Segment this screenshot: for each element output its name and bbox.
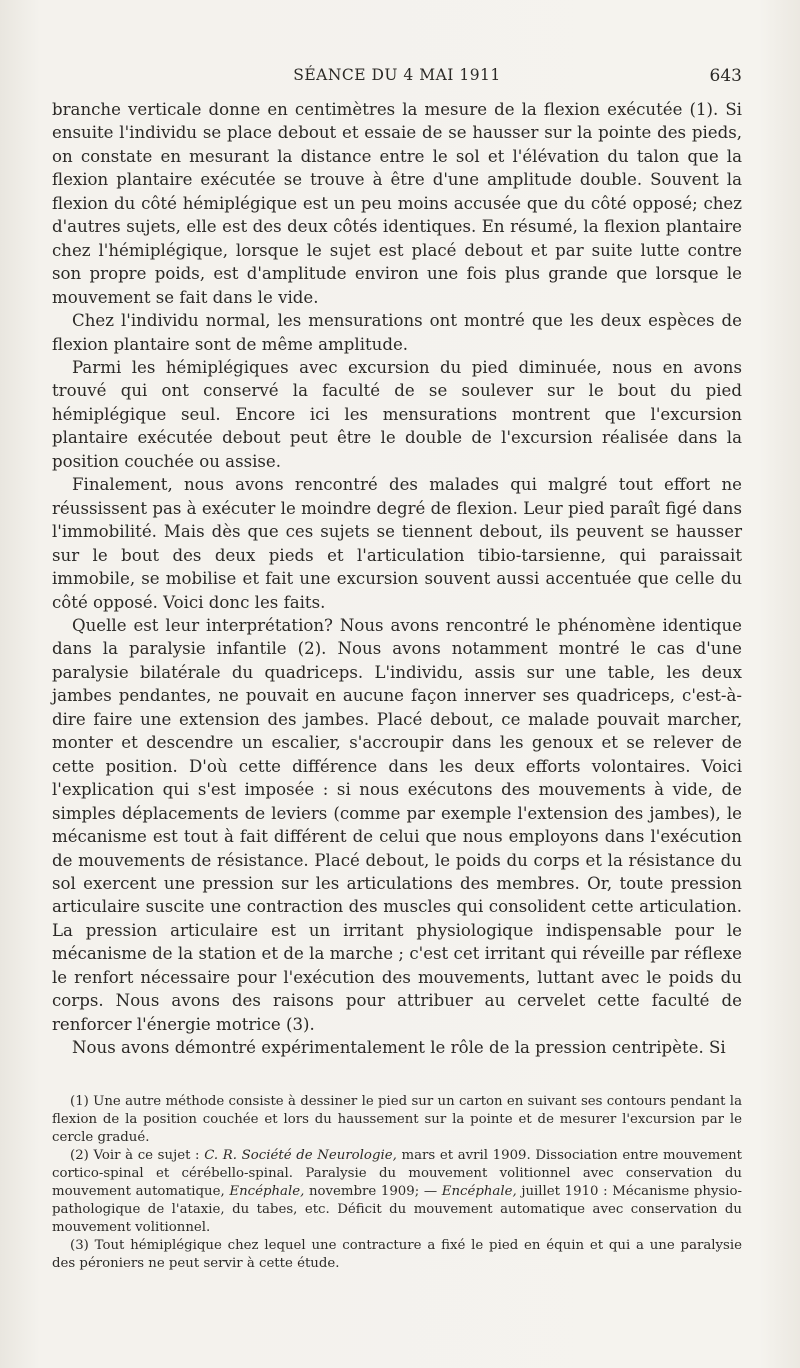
paragraph: Parmi les hémiplégiques avec excursion du pied diminuée, nous en avons trouvé qui ont conservé la faculté de se soulever sur le bout du pied hémiplégique seul. Encore ici les mensurations montrent que l'excursion plantaire exécutée debout peut être le double de l'excursion réalisée dans la position couchée ou assise. xyxy=(52,357,742,471)
paragraph: Nous avons démontré expérimentalement le rôle de la pression centripète. Si xyxy=(72,1038,726,1058)
footnote-3: (3) Tout hémiplégique chez lequel une contracture a fixé le pied en équin et qui a une paralysie des péroniers ne peut servir à cette étude. xyxy=(52,1238,742,1272)
paragraph: Chez l'individu normal, les mensurations ont montré que les deux espèces de flexion plantaire sont de même amplitude. xyxy=(52,311,742,354)
page-number: 643 xyxy=(709,66,742,86)
footnotes xyxy=(52,1093,742,1274)
footnote-2-journal: C. R. Société de Neurologie, xyxy=(204,1148,397,1164)
footnote-2-text: juillet 1910 : Mécanisme physio-pathologique de l'ataxie, du tabes, etc. Déficit du mouvement automatique avec conservation du mouvement volitionnel. xyxy=(52,1183,742,1235)
footnote-2-text: mars et avril 1909. Dissociation entre mouvement cortico-spinal et cérébello-spinal. Paralysie du mouvement volitionnel avec conservation du mouvement automatique, xyxy=(52,1148,742,1199)
paragraph: Quelle est leur interprétation? Nous avons rencontré le phénomène identique dans la paralysie infantile (2). Nous avons notamment montré le cas d'une paralysie bilatérale du quadriceps. L'individu, assis sur une table, les deux jambes pendantes, ne pouvait en aucune façon innerver ses quadriceps, c'est-à-dire faire une extension des jambes. Placé debout, ce malade pouvait marcher, monter et descendre un escalier, s'accroupir dans les genoux et se relever de cette position. D'où cette différence dans les deux efforts volontaires. Voici l'explication qui s'est imposée : si nous exécutons des mouvements à vide, de simples déplacements de leviers (comme par exemple l'extension des jambes), le mécanisme est tout à fait différent de celui que nous employons dans l'exécution de mouvements de résistance. Placé debout, le poids du corps et la résistance du sol exercent une pression sur les articulations des membres. Or, toute pression articulaire suscite une contraction des muscles qui consolident cette articulation. La pression articulaire est un irritant physiologique indispensable pour le mécanisme de la station et de la marche ; c'est cet irritant qui réveille par réflexe le renfort nécessaire pour l'exécution des mouvements, luttant avec le poids du corps. Nous avons des raisons pour attribuer au cervelet cette faculté de renforcer l'énergie motrice (3). xyxy=(52,615,742,1034)
footnote-2-text: (2) Voir à ce sujet : xyxy=(70,1148,200,1164)
paragraph: Finalement, nous avons rencontré des malades qui malgré tout effort ne réussissent pas à exécuter le moindre degré de flexion. Leur pied paraît figé dans l'immobilité. Mais dès que ces sujets se tiennent debout, ils peuvent se hausser sur le bout des deux pieds et l'articulation tibio-tarsienne, qui paraissait immobile, se mobilise et fait une excursion souvent aussi accentuée que celle du côté opposé. Voici donc les faits. xyxy=(52,475,742,612)
footnote-2 xyxy=(52,1147,742,1236)
paragraph: branche verticale donne en centimètres la mesure de la flexion exécutée (1). Si ensuite l'individu se place debout et essaie de se hausser sur la pointe des pieds, on constate en mesurant la distance entre le sol et l'élévation du talon que la flexion plantaire exécutée se trouve à être d'une amplitude double. Souvent la flexion du côté hémiplégique est un peu moins accusée que du côté opposé; chez d'autres sujets, elle est des deux côtés identiques. En résumé, la flexion plantaire chez l'hémiplégique, lorsque le sujet est placé debout et par suite lutte contre son propre poids, est d'amplitude environ une fois plus grande que lorsque le mouvement se fait dans le vide. xyxy=(52,100,742,307)
footnote-2-journal: Encéphale, xyxy=(441,1183,517,1199)
footnote-2-text: novembre 1909; — xyxy=(308,1183,438,1199)
body-text xyxy=(52,98,742,1060)
running-title: SÉANCE DU 4 MAI 1911 xyxy=(293,66,501,84)
page-header xyxy=(52,66,742,90)
footnote-2-journal: Encéphale, xyxy=(229,1183,305,1199)
footnote-1: (1) Une autre méthode consiste à dessiner le pied sur un carton en suivant ses contours pendant la flexion de la position couchée et lors du haussement sur la pointe et de mesurer l'excursion par le cercle gradué. xyxy=(52,1094,742,1145)
